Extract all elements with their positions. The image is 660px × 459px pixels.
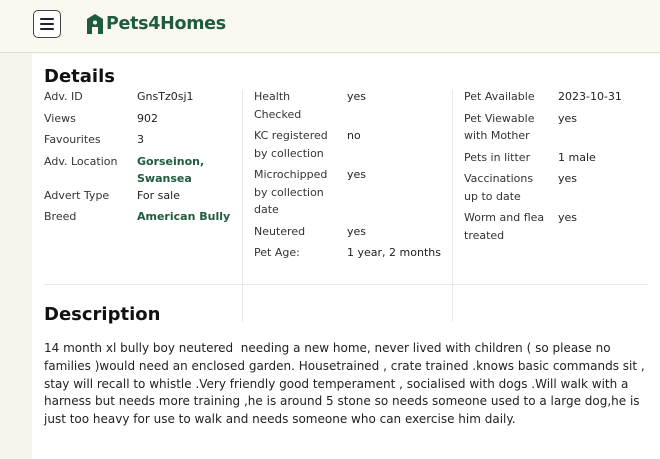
column-divider <box>242 90 243 322</box>
detail-value: yes <box>347 90 367 103</box>
detail-row-worm-flea <box>464 209 654 248</box>
detail-value: 3 <box>137 133 144 146</box>
detail-row-health-checked <box>254 88 454 127</box>
detail-label: Pet Age: <box>254 246 300 259</box>
details-heading: Details <box>44 66 115 87</box>
paw-house-icon <box>86 13 104 35</box>
column-divider <box>452 90 453 322</box>
detail-value: 902 <box>137 111 158 125</box>
detail-value: yes <box>347 224 367 238</box>
advert-card <box>32 54 660 459</box>
menu-icon-line <box>40 18 54 20</box>
detail-label: KC registered by collection <box>254 129 328 160</box>
detail-row-pets-in-litter <box>464 149 654 171</box>
detail-label: Health Checked <box>254 90 302 121</box>
detail-row-microchipped <box>254 166 454 223</box>
detail-row-pet-available <box>464 88 654 110</box>
description-heading: Description <box>44 304 161 325</box>
detail-label: Worm and flea treated <box>464 211 545 242</box>
detail-row-views <box>44 110 244 132</box>
detail-row-viewable-with-mother <box>464 110 654 149</box>
detail-value: yes <box>558 211 578 224</box>
site-logo[interactable] <box>86 13 226 35</box>
brand-name: Pets4Homes <box>106 14 226 34</box>
section-divider <box>44 284 648 285</box>
detail-label: Views <box>44 111 76 125</box>
detail-value: 2023-10-31 <box>558 90 622 103</box>
site-header <box>0 0 660 53</box>
detail-value: yes <box>347 168 367 181</box>
detail-row-advert-type <box>44 187 244 209</box>
detail-row-vaccinations <box>464 170 654 209</box>
detail-row-breed <box>44 208 244 230</box>
details-column-3 <box>464 88 654 248</box>
breed-link[interactable]: American Bully <box>137 210 231 223</box>
description-text: 14 month xl bully boy neutered needing a new home, never lived with children ( so please no families )would need an enclosed garden. Housetrained , crate trained .knows basic commands sit , stay will recall to whistle .Very friendly good temperament , socialised with dogs .Will walk with a harness but needs more training ,he is around 5 stone so needs someone used to a large dog,he is just too heavy for use to walk and needs someone who can exercise him daily. <box>44 341 649 427</box>
detail-row-neutered <box>254 223 454 245</box>
menu-icon-line <box>40 28 54 30</box>
detail-label: Pet Available <box>464 90 535 103</box>
hamburger-menu-button[interactable] <box>33 10 61 38</box>
detail-value: 1 male <box>558 150 596 164</box>
location-link[interactable]: Gorseinon, Swansea <box>137 154 205 185</box>
detail-value: yes <box>558 172 578 185</box>
details-column-2 <box>254 88 454 266</box>
detail-label: Vaccinations up to date <box>464 172 534 203</box>
detail-label: Neutered <box>254 224 306 238</box>
detail-row-pet-age <box>254 244 454 266</box>
detail-row-favourites <box>44 131 244 153</box>
detail-label: Adv. Location <box>44 154 118 168</box>
detail-value: yes <box>558 111 578 125</box>
detail-label: Favourites <box>44 133 101 146</box>
detail-row-kc-registered <box>254 127 454 166</box>
detail-value: 1 year, 2 months <box>347 246 441 259</box>
details-column-1 <box>44 88 244 230</box>
detail-row-location <box>44 153 244 187</box>
detail-label: Breed <box>44 210 77 223</box>
detail-label: Microchipped by collection date <box>254 168 328 216</box>
detail-row-adv-id <box>44 88 244 110</box>
menu-icon-line <box>40 23 54 25</box>
detail-value: no <box>347 129 361 142</box>
detail-label: Pets in litter <box>464 150 531 164</box>
detail-value: For sale <box>137 188 180 202</box>
detail-label: Advert Type <box>44 188 110 202</box>
detail-value: GnsTz0sj1 <box>137 90 194 103</box>
detail-label: Pet Viewable with Mother <box>464 111 535 142</box>
detail-label: Adv. ID <box>44 90 83 103</box>
